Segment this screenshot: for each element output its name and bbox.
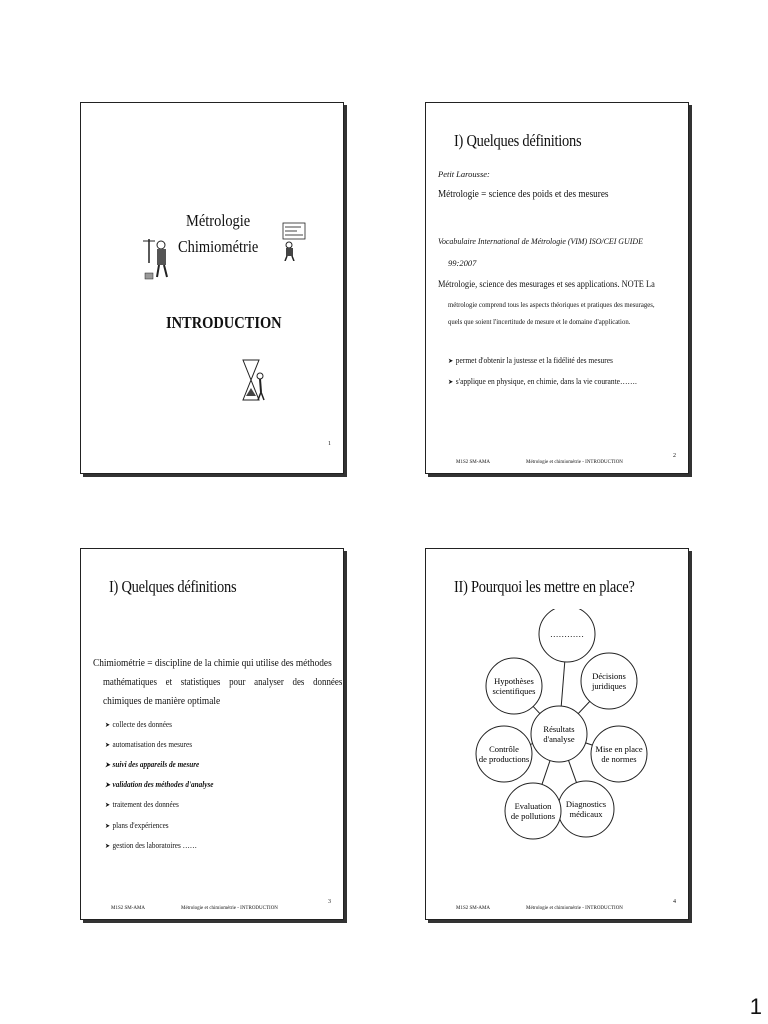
- list-item: ➤ plans d'expériences: [105, 820, 169, 830]
- definition-text: Chimiométrie = discipline de la chimie qui utilise des méthodes: [93, 657, 332, 669]
- definition-text: Métrologie, science des mesurages et ses applications. NOTE La: [438, 280, 655, 290]
- node-label: Contrôle: [489, 744, 519, 754]
- page-number: 2: [673, 453, 676, 459]
- definition-text: métrologie comprend tous les aspects théoriques et pratiques des mesurages,: [448, 300, 655, 309]
- source-label: Vocabulaire International de Métrologie (VIM) ISO/CEI GUIDE: [438, 236, 643, 246]
- node-label: …………: [550, 629, 584, 639]
- list-item: ➤ collecte des données: [105, 719, 172, 729]
- connector-line: [578, 701, 590, 713]
- slide-2: [425, 102, 689, 474]
- node-label: de productions: [478, 754, 530, 764]
- outer-node: [486, 658, 542, 714]
- chart-presenter-icon: [279, 221, 309, 261]
- scientist-balance-icon: [143, 233, 173, 281]
- outer-node: [505, 783, 561, 839]
- footer-center: Métrologie et chimiométrie - INTRODUCTION: [181, 906, 278, 911]
- slide-title: I) Quelques définitions: [454, 131, 582, 150]
- node-label: Résultats: [543, 724, 575, 734]
- list-item: ➤ permet d'obtenir la justesse et la fidélité des mesures: [448, 355, 613, 365]
- connector-line: [542, 761, 550, 785]
- outer-node: [476, 726, 532, 782]
- connector-line: [561, 662, 565, 706]
- footer-left: M1S2 SM-AMA: [111, 906, 146, 911]
- connector-line: [568, 760, 576, 782]
- diagram: [426, 609, 688, 859]
- document-page-number: 1: [749, 994, 762, 1019]
- list-item: ➤ validation des méthodes d'analyse: [105, 779, 214, 789]
- source-label: 99:2007: [448, 258, 477, 268]
- node-label: scientifiques: [492, 686, 536, 696]
- outer-node: [539, 609, 595, 662]
- list-item: ➤ s'applique en physique, en chimie, dans la vie courante…….: [448, 376, 637, 386]
- connector-line: [586, 743, 593, 745]
- slide-title: I) Quelques définitions: [109, 577, 237, 596]
- outer-node: [581, 653, 637, 709]
- footer-center: Métrologie et chimiométrie - INTRODUCTION: [526, 906, 623, 911]
- footer-left: M1S2 SM-AMA: [456, 906, 491, 911]
- definition-text: chimiques de manière optimale: [103, 695, 221, 707]
- node-label: Diagnostics: [565, 799, 607, 809]
- definition-text: Métrologie = science des poids et des mesures: [438, 189, 609, 200]
- list-item: ➤ suivi des appareils de mesure: [105, 759, 200, 769]
- node-label: juridiques: [592, 681, 626, 691]
- node-label: d'analyse: [543, 734, 575, 744]
- node-label: Evaluation: [514, 801, 552, 811]
- hourglass-icon: [241, 358, 265, 402]
- footer-left: M1S2 SM-AMA: [456, 460, 491, 465]
- footer-center: Métrologie et chimiométrie - INTRODUCTION: [526, 460, 623, 465]
- source-label: Petit Larousse:: [438, 169, 490, 179]
- slide-1: [80, 102, 344, 474]
- node-label: de normes: [601, 754, 637, 764]
- slide-title-line1: Métrologie: [186, 211, 251, 230]
- connector-line: [533, 706, 540, 713]
- slide-3: [80, 548, 344, 920]
- page-number: 1: [328, 441, 331, 447]
- outer-node: [558, 781, 614, 837]
- node-label: médicaux: [569, 809, 603, 819]
- page-number: 4: [673, 899, 676, 905]
- list-item: ➤ traitement des données: [105, 799, 179, 809]
- node-label: Hypothèses: [494, 676, 534, 686]
- center-node: [531, 706, 587, 762]
- definition-text: quels que soient l'incertitude de mesure et le domaine d'application.: [448, 317, 631, 326]
- node-label: de pollutions: [510, 811, 556, 821]
- page-number: 3: [328, 899, 331, 905]
- slide-title: II) Pourquoi les mettre en place?: [454, 577, 635, 596]
- definition-text: mathématiques et statistiques pour analyser des données: [103, 676, 343, 688]
- slide-heading: INTRODUCTION: [166, 313, 282, 332]
- node-label: Décisions: [592, 671, 626, 681]
- slide-4: [425, 548, 689, 920]
- list-item: ➤ automatisation des mesures: [105, 739, 193, 749]
- outer-node: [591, 726, 647, 782]
- list-item: ➤ gestion des laboratoires ……: [105, 840, 198, 850]
- node-label: Mise en place: [595, 744, 643, 754]
- slide-title-line2: Chimiométrie: [178, 237, 259, 256]
